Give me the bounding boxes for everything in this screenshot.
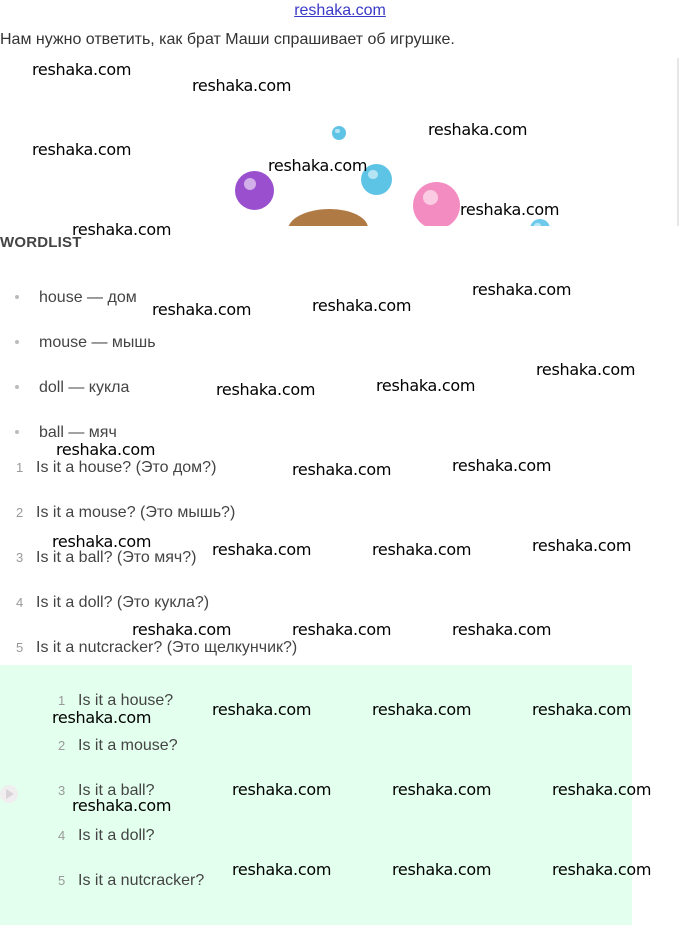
intro-text: Нам нужно ответить, как брат Маши спрашивает об игрушке.	[0, 31, 455, 48]
question-number: 5	[16, 640, 24, 655]
question-item	[16, 639, 297, 657]
watermark: reshaka.com	[232, 860, 332, 879]
watermark: reshaka.com	[212, 540, 312, 559]
watermark: reshaka.com	[452, 620, 552, 639]
question-number: 3	[16, 550, 24, 565]
answer-item	[58, 872, 204, 890]
answer-item	[58, 827, 154, 845]
wordlist-item	[15, 334, 156, 352]
play-icon[interactable]	[0, 785, 18, 803]
watermark: reshaka.com	[52, 708, 152, 727]
wordlist-item-text: doll — кукла	[39, 379, 130, 396]
watermark: reshaka.com	[532, 536, 632, 555]
bullet-icon	[15, 430, 19, 434]
watermark: reshaka.com	[32, 60, 132, 79]
watermark: reshaka.com	[460, 200, 560, 219]
watermark: reshaka.com	[216, 380, 316, 399]
wordlist-item-text: ball — мяч	[39, 424, 117, 441]
watermark: reshaka.com	[376, 376, 476, 395]
watermark: reshaka.com	[56, 440, 156, 459]
question-item	[16, 594, 209, 612]
question-text: Is it a house? (Это дом?)	[36, 459, 217, 476]
bubble-small-blue	[332, 126, 346, 140]
bubble-light-blue	[530, 219, 550, 226]
watermark: reshaka.com	[152, 300, 252, 319]
answer-number: 3	[58, 783, 66, 798]
watermark: reshaka.com	[132, 620, 232, 639]
answer-text: Is it a nutcracker?	[78, 872, 205, 889]
watermark: reshaka.com	[292, 460, 392, 479]
wordlist-item	[15, 379, 129, 397]
answer-item	[58, 737, 178, 755]
watermark: reshaka.com	[532, 700, 632, 719]
watermark: reshaka.com	[392, 860, 492, 879]
answer-text: Is it a ball?	[78, 782, 155, 799]
wordlist-item-text: mouse — мышь	[39, 334, 156, 351]
bubble-purple	[235, 171, 274, 210]
question-text: Is it a ball? (Это мяч?)	[36, 549, 197, 566]
watermark: reshaka.com	[536, 360, 636, 379]
watermark: reshaka.com	[212, 700, 312, 719]
site-link[interactable]: reshaka.com	[294, 2, 386, 19]
watermark: reshaka.com	[428, 120, 528, 139]
watermark: reshaka.com	[292, 620, 392, 639]
divider	[677, 58, 679, 226]
answer-number: 4	[58, 828, 66, 843]
watermark: reshaka.com	[192, 76, 292, 95]
question-text: Is it a nutcracker? (Это щелкунчик?)	[36, 639, 298, 656]
question-item	[16, 459, 216, 477]
question-item	[16, 549, 196, 567]
question-text: Is it a doll? (Это кукла?)	[36, 594, 210, 611]
watermark: reshaka.com	[452, 456, 552, 475]
watermark: reshaka.com	[552, 860, 652, 879]
question-text: Is it a mouse? (Это мышь?)	[36, 504, 236, 521]
wordlist-heading: WORDLIST	[0, 234, 82, 251]
watermark: reshaka.com	[232, 780, 332, 799]
question-item	[16, 504, 235, 522]
answer-text: Is it a doll?	[78, 827, 155, 844]
wordlist-item-text: house — дом	[39, 289, 137, 306]
answer-text: Is it a house?	[78, 692, 174, 709]
brown-shape	[288, 209, 368, 226]
question-number: 1	[16, 460, 24, 475]
watermark: reshaka.com	[32, 140, 132, 159]
bullet-icon	[15, 385, 19, 389]
question-number: 4	[16, 595, 24, 610]
watermark: reshaka.com	[268, 156, 368, 175]
watermark: reshaka.com	[72, 220, 172, 239]
answer-text: Is it a mouse?	[78, 737, 178, 754]
answer-number: 2	[58, 738, 66, 753]
wordlist-item	[15, 289, 137, 307]
bubble-pink	[413, 182, 460, 226]
watermark: reshaka.com	[312, 296, 412, 315]
watermark: reshaka.com	[392, 780, 492, 799]
bullet-icon	[15, 340, 19, 344]
watermark: reshaka.com	[372, 700, 472, 719]
watermark: reshaka.com	[72, 796, 172, 815]
question-number: 2	[16, 505, 24, 520]
answer-number: 5	[58, 873, 66, 888]
watermark: reshaka.com	[52, 532, 152, 551]
watermark: reshaka.com	[472, 280, 572, 299]
answer-number: 1	[58, 693, 66, 708]
watermark: reshaka.com	[372, 540, 472, 559]
bullet-icon	[15, 295, 19, 299]
watermark: reshaka.com	[552, 780, 652, 799]
